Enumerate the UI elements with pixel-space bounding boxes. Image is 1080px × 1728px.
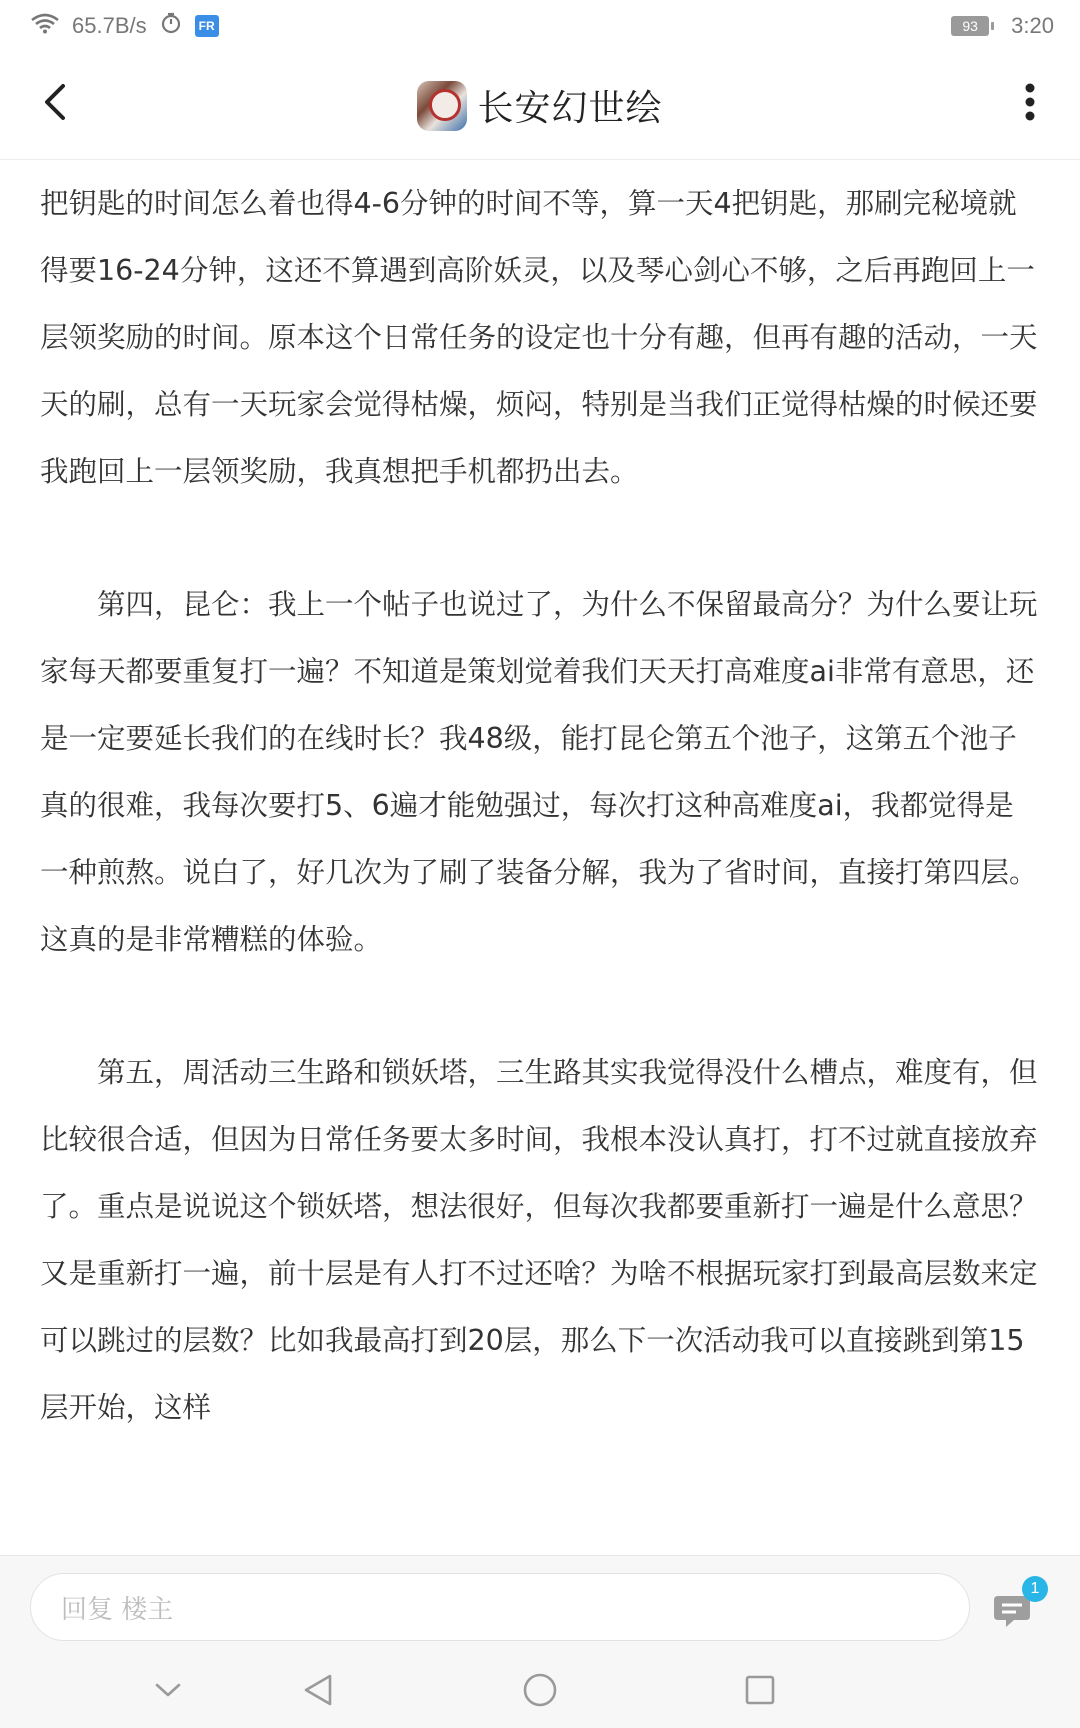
comment-count-badge: 1 xyxy=(1022,1576,1048,1602)
circle-home-icon xyxy=(522,1672,558,1712)
network-speed: 65.7B/s xyxy=(72,13,147,38)
post-paragraph-1: 把钥匙的时间怎么着也得4-6分钟的时间不等，算一天4把钥匙，那刷完秘境就得要16-24分钟，这还不算遇到高阶妖灵，以及琴心剑心不够，之后再跑回上一层领奖励的时间。原本这个日常任务的设定也十分有趣，但再有趣的活动，一天天的刷，总有一天玩家会觉得枯燥，烦闷，特别是当我们正觉得枯燥的时候还要我跑回上一层领奖励，我真想把手机都扔出去。 xyxy=(40,187,1038,488)
post-paragraph-3: 第五，周活动三生路和锁妖塔，三生路其实我觉得没什么槽点，难度有，但比较很合适，但因为日常任务要太多时间，我根本没认真打，打不过就直接放弃了。重点是说说这个锁妖塔，想法很好，但每次我都要重新打一遍是什么意思？又是重新打一遍，前十层是有人打不过还啥？为啥不根据玩家打到最高层数来定可以跳过的层数？比如我最高打到20层，那么下一次活动我可以直接跳到第15层开始，这样 xyxy=(40,1056,1038,1424)
nav-back-button[interactable] xyxy=(290,1664,346,1720)
header-title-group[interactable] xyxy=(417,80,662,131)
clock: 3:20 xyxy=(1011,13,1054,38)
back-button[interactable] xyxy=(26,74,86,134)
timer-icon xyxy=(159,11,183,41)
comments-button[interactable] xyxy=(986,1576,1050,1640)
app-header xyxy=(0,52,1080,160)
more-options-button[interactable] xyxy=(1010,74,1050,134)
nav-home-button[interactable] xyxy=(512,1664,568,1720)
battery-icon: 93 xyxy=(951,16,989,36)
more-vertical-icon xyxy=(1024,82,1036,126)
status-right xyxy=(951,13,1054,39)
page-title: 长安幻世绘 xyxy=(477,88,663,129)
chevron-down-icon xyxy=(153,1680,183,1704)
reply-bar xyxy=(0,1555,1080,1656)
game-avatar xyxy=(417,81,467,131)
system-nav-bar xyxy=(0,1656,1080,1728)
chevron-left-icon xyxy=(41,82,71,126)
hide-nav-button[interactable] xyxy=(140,1664,196,1720)
nav-recents-button[interactable] xyxy=(732,1664,788,1720)
status-bar xyxy=(0,0,1080,52)
reply-input[interactable] xyxy=(30,1573,970,1641)
square-recents-icon xyxy=(744,1674,776,1710)
fr-app-icon: FR xyxy=(195,15,219,37)
post-body xyxy=(40,170,1040,1555)
post-paragraph-2: 第四，昆仑：我上一个帖子也说过了，为什么不保留最高分？为什么要让玩家每天都要重复打一遍？不知道是策划觉着我们天天打高难度ai非常有意思，还是一定要延长我们的在线时长？我48级，能打昆仑第五个池子，这第五个池子真的很难，我每次要打5、6遍才能勉强过，每次打这种高难度ai，我都觉得是一种煎熬。说白了，好几次为了刷了装备分解，我为了省时间，直接打第四层。这真的是非常糟糕的体验。 xyxy=(40,588,1038,956)
triangle-back-icon xyxy=(302,1673,334,1711)
reply-placeholder: 回复 楼主 xyxy=(61,1594,174,1625)
status-left xyxy=(30,11,219,41)
wifi-icon xyxy=(30,12,60,40)
